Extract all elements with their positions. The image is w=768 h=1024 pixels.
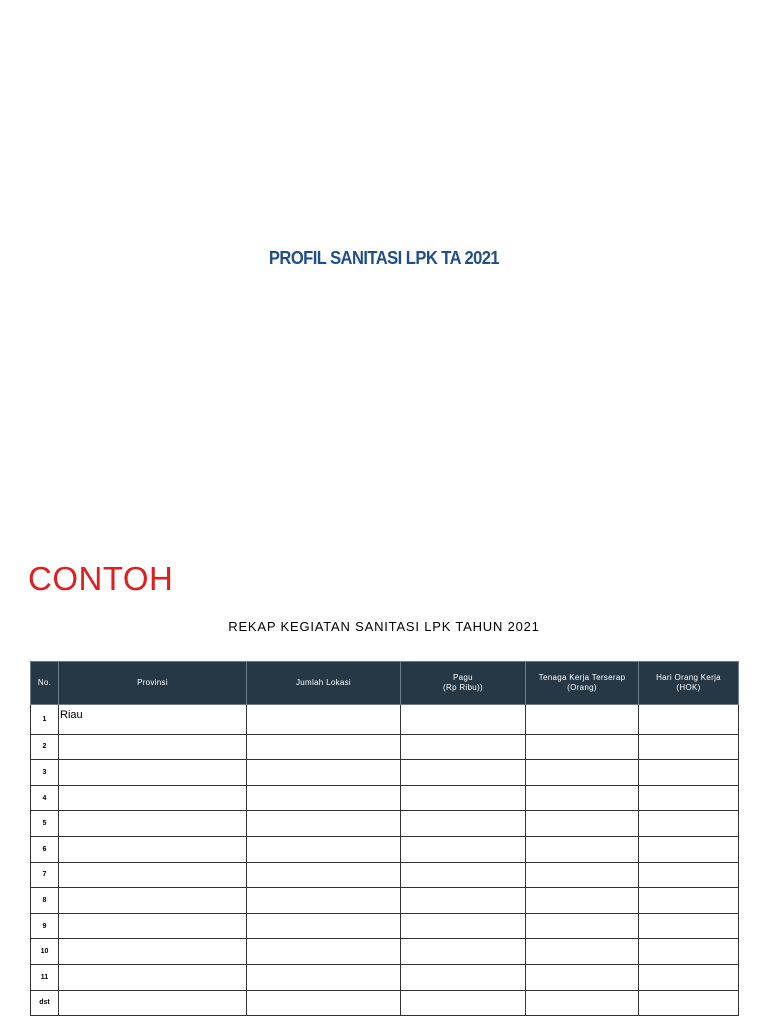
cell-tenaga-kerja (526, 760, 639, 786)
cell-pagu (401, 734, 526, 760)
cell-pagu (401, 964, 526, 990)
cell-pagu (401, 939, 526, 965)
cell-hok (639, 811, 739, 837)
cell-hok (639, 705, 739, 735)
cell-jumlah-lokasi (247, 836, 401, 862)
cell-jumlah-lokasi (247, 811, 401, 837)
cell-tenaga-kerja (526, 888, 639, 914)
table-row (31, 785, 739, 811)
cell-jumlah-lokasi (247, 939, 401, 965)
cell-provinsi (59, 811, 247, 837)
cell-hok (639, 888, 739, 914)
cell-provinsi (59, 990, 247, 1016)
table-row (31, 836, 739, 862)
table-row (31, 888, 739, 914)
header-jumlah-lokasi: Jumlah Lokasi (247, 662, 401, 705)
table-row (31, 964, 739, 990)
document-title: PROFIL SANITASI LPK TA 2021 (268, 248, 500, 268)
table-title: REKAP KEGIATAN SANITASI LPK TAHUN 2021 (228, 619, 540, 634)
table-row (31, 811, 739, 837)
cell-no: dst (31, 990, 59, 1016)
cell-jumlah-lokasi (247, 913, 401, 939)
cell-pagu (401, 888, 526, 914)
cell-hok (639, 785, 739, 811)
cell-tenaga-kerja (526, 939, 639, 965)
cell-no: 5 (31, 811, 59, 837)
cell-tenaga-kerja (526, 836, 639, 862)
cell-tenaga-kerja (526, 913, 639, 939)
cell-jumlah-lokasi (247, 785, 401, 811)
cell-provinsi (59, 913, 247, 939)
cell-hok (639, 964, 739, 990)
cell-provinsi: Riau (59, 705, 247, 735)
cell-provinsi (59, 785, 247, 811)
header-provinsi: Provinsi (59, 662, 247, 705)
cell-hok (639, 913, 739, 939)
cell-no: 3 (31, 760, 59, 786)
example-label: CONTOH (28, 560, 174, 597)
table-row (31, 760, 739, 786)
table-row (31, 734, 739, 760)
cell-pagu (401, 990, 526, 1016)
cell-jumlah-lokasi (247, 964, 401, 990)
cell-no: 10 (31, 939, 59, 965)
cell-jumlah-lokasi (247, 734, 401, 760)
header-tenaga-kerja: Tenaga Kerja Terserap (Orang) (526, 662, 639, 705)
table-row (31, 705, 739, 735)
cell-pagu (401, 785, 526, 811)
cell-pagu (401, 913, 526, 939)
cell-no: 9 (31, 913, 59, 939)
cell-tenaga-kerja (526, 964, 639, 990)
cell-no: 4 (31, 785, 59, 811)
table-row (31, 939, 739, 965)
cell-pagu (401, 836, 526, 862)
cell-provinsi (59, 939, 247, 965)
cell-tenaga-kerja (526, 811, 639, 837)
cell-tenaga-kerja (526, 705, 639, 735)
table-row (31, 862, 739, 888)
cell-hok (639, 862, 739, 888)
cell-tenaga-kerja (526, 785, 639, 811)
cell-tenaga-kerja (526, 862, 639, 888)
table-header-row (31, 662, 739, 705)
cell-provinsi (59, 836, 247, 862)
cell-provinsi (59, 888, 247, 914)
table-row (31, 990, 739, 1016)
cell-pagu (401, 705, 526, 735)
cell-jumlah-lokasi (247, 760, 401, 786)
header-pagu: Pagu (Rp Ribu)) (401, 662, 526, 705)
cell-no: 7 (31, 862, 59, 888)
cell-jumlah-lokasi (247, 705, 401, 735)
cell-tenaga-kerja (526, 734, 639, 760)
cell-provinsi (59, 760, 247, 786)
cell-pagu (401, 811, 526, 837)
cell-provinsi (59, 734, 247, 760)
cell-hok (639, 760, 739, 786)
rekap-table (30, 661, 739, 1016)
cell-jumlah-lokasi (247, 888, 401, 914)
cell-no: 8 (31, 888, 59, 914)
cell-no: 11 (31, 964, 59, 990)
cell-tenaga-kerja (526, 990, 639, 1016)
cell-pagu (401, 862, 526, 888)
cell-no: 1 (31, 705, 59, 735)
header-hari-orang-kerja: Hari Orang Kerja (HOK) (639, 662, 739, 705)
cell-provinsi (59, 862, 247, 888)
cell-pagu (401, 760, 526, 786)
table-row (31, 913, 739, 939)
cell-provinsi (59, 964, 247, 990)
cell-hok (639, 939, 739, 965)
cell-no: 6 (31, 836, 59, 862)
cell-hok (639, 990, 739, 1016)
cell-no: 2 (31, 734, 59, 760)
cell-hok (639, 734, 739, 760)
header-no: No. (31, 662, 59, 705)
cell-jumlah-lokasi (247, 862, 401, 888)
cell-jumlah-lokasi (247, 990, 401, 1016)
cell-hok (639, 836, 739, 862)
